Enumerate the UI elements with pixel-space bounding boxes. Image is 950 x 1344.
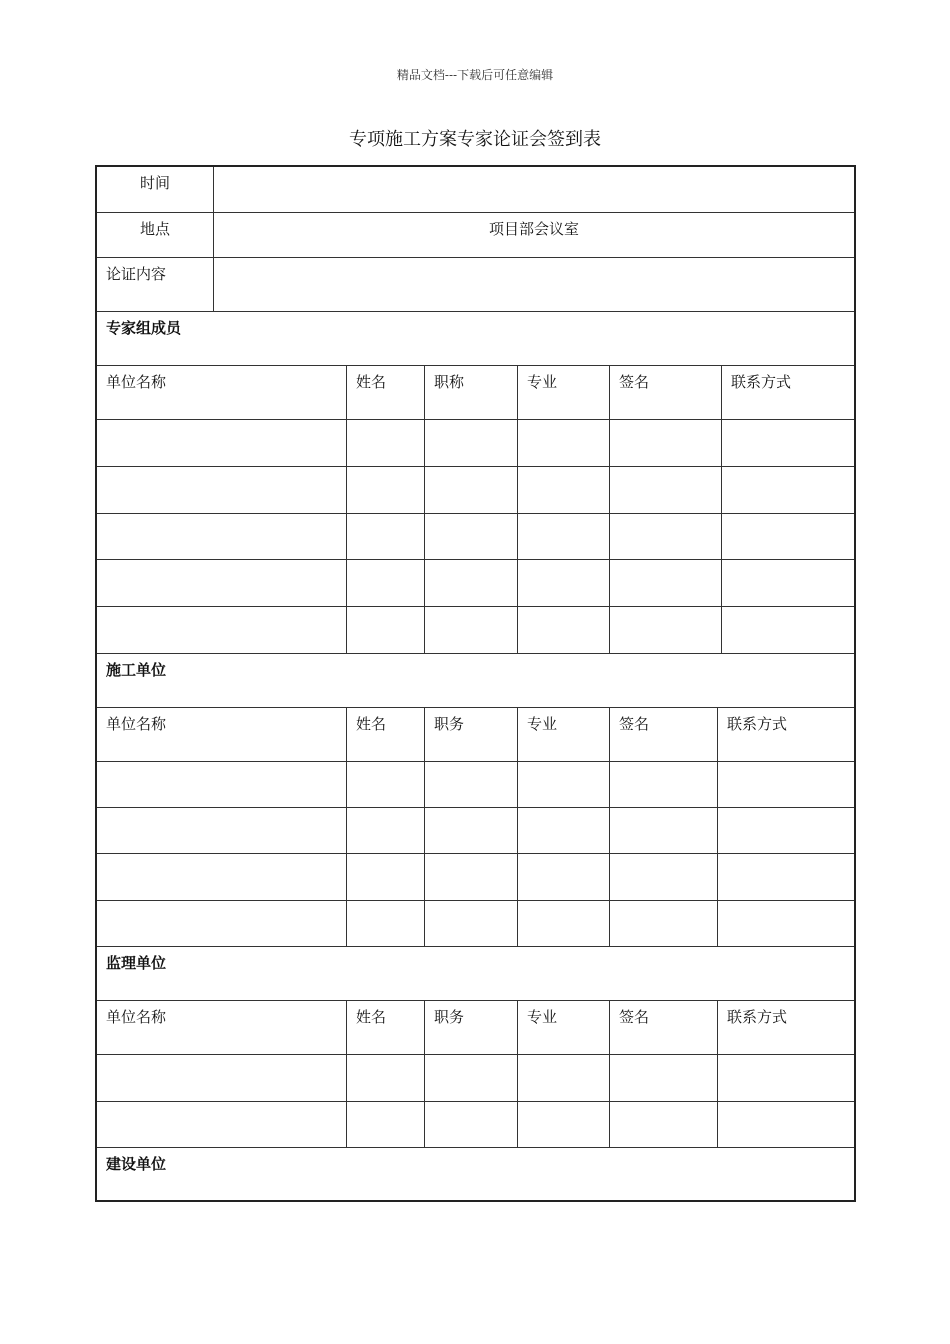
section-title: 施工单位: [106, 661, 167, 679]
column-header-cell: 单位名称: [106, 715, 167, 733]
signature-cell[interactable]: [346, 467, 424, 513]
section-title-row: [97, 1147, 854, 1201]
signature-cell[interactable]: [517, 514, 609, 559]
signature-cell[interactable]: [97, 560, 346, 606]
signature-cell[interactable]: [517, 420, 609, 466]
signature-cell[interactable]: [517, 854, 609, 900]
signature-cell[interactable]: [424, 514, 517, 559]
signature-cell[interactable]: [97, 1055, 346, 1101]
section-title-row: [97, 311, 854, 365]
signature-cell[interactable]: [424, 854, 517, 900]
signature-row: [97, 761, 854, 807]
column-header-cell: 单位名称: [106, 373, 167, 391]
time-label: 时间: [139, 174, 170, 192]
header-note: 精品文档---下载后可任意编辑: [396, 68, 554, 82]
column-header-row: [97, 365, 854, 419]
signature-cell[interactable]: [717, 1102, 854, 1147]
signature-cell[interactable]: [346, 560, 424, 606]
signature-cell[interactable]: [346, 420, 424, 466]
signature-cell[interactable]: [517, 901, 609, 946]
signature-cell[interactable]: [609, 514, 721, 559]
place-label: 地点: [139, 220, 170, 238]
signature-cell[interactable]: [517, 1055, 609, 1101]
signature-cell[interactable]: [346, 901, 424, 946]
signature-cell[interactable]: [717, 762, 854, 807]
signature-cell[interactable]: [609, 854, 717, 900]
column-header-cell: 单位名称: [106, 1008, 167, 1026]
signature-cell[interactable]: [346, 762, 424, 807]
signature-row: [97, 559, 854, 606]
document-title: 专项施工方案专家论证会签到表: [349, 129, 601, 150]
signature-cell[interactable]: [424, 762, 517, 807]
signature-cell[interactable]: [609, 467, 721, 513]
time-value[interactable]: [213, 167, 854, 212]
signature-cell[interactable]: [97, 467, 346, 513]
column-header-cell: 专业: [517, 708, 609, 761]
signature-cell[interactable]: [97, 1102, 346, 1147]
place-value[interactable]: 项目部会议室: [213, 213, 854, 257]
signature-cell[interactable]: [424, 420, 517, 466]
section-title: 建设单位: [106, 1155, 167, 1173]
signature-cell[interactable]: [97, 420, 346, 466]
signature-cell[interactable]: [609, 607, 721, 653]
signature-cell[interactable]: [346, 1055, 424, 1101]
section-title-row: [97, 653, 854, 707]
column-header-cell: 职称: [424, 366, 517, 419]
signature-cell[interactable]: [609, 762, 717, 807]
signature-cell[interactable]: [717, 808, 854, 853]
signature-row: [97, 853, 854, 900]
section-title-row: [97, 946, 854, 1000]
signature-cell[interactable]: [97, 514, 346, 559]
signature-cell[interactable]: [721, 607, 854, 653]
column-header-cell: 签名: [609, 1001, 717, 1054]
signature-cell[interactable]: [424, 607, 517, 653]
column-header-cell: 联系方式: [721, 366, 854, 419]
column-header-cell: 姓名: [346, 708, 424, 761]
signature-row: [97, 606, 854, 653]
signature-cell[interactable]: [517, 762, 609, 807]
content-row: [97, 257, 854, 311]
signature-cell[interactable]: [424, 901, 517, 946]
signature-cell[interactable]: [97, 762, 346, 807]
content-value[interactable]: [213, 258, 854, 311]
signature-cell[interactable]: [424, 560, 517, 606]
signature-cell[interactable]: [609, 1102, 717, 1147]
signature-cell[interactable]: [517, 1102, 609, 1147]
column-header-cell: 签名: [609, 708, 717, 761]
signature-cell[interactable]: [517, 560, 609, 606]
column-header-cell: 职务: [424, 1001, 517, 1054]
signature-cell[interactable]: [97, 901, 346, 946]
signature-cell[interactable]: [721, 514, 854, 559]
section-title: 专家组成员: [106, 319, 182, 337]
column-header-cell: 姓名: [346, 366, 424, 419]
signature-cell[interactable]: [424, 467, 517, 513]
column-header-cell: 联系方式: [717, 1001, 854, 1054]
signature-row: [97, 1101, 854, 1147]
signature-cell[interactable]: [717, 901, 854, 946]
signature-cell[interactable]: [424, 1055, 517, 1101]
signature-cell[interactable]: [97, 607, 346, 653]
signature-cell[interactable]: [609, 1055, 717, 1101]
signature-cell[interactable]: [609, 560, 721, 606]
signature-cell[interactable]: [346, 607, 424, 653]
signature-cell[interactable]: [721, 467, 854, 513]
signature-cell[interactable]: [721, 420, 854, 466]
signature-cell[interactable]: [424, 808, 517, 853]
column-header-row: [97, 1000, 854, 1054]
column-header-row: [97, 707, 854, 761]
column-header-cell: 职务: [424, 708, 517, 761]
column-header-cell: 专业: [517, 366, 609, 419]
signature-row: [97, 513, 854, 559]
place-row: [97, 212, 854, 257]
signature-cell[interactable]: [717, 1055, 854, 1101]
signature-cell[interactable]: [721, 560, 854, 606]
signature-row: [97, 466, 854, 513]
signature-cell[interactable]: [346, 1102, 424, 1147]
signature-cell[interactable]: [97, 854, 346, 900]
signature-cell[interactable]: [517, 808, 609, 853]
column-header-cell: 专业: [517, 1001, 609, 1054]
content-label: 论证内容: [106, 265, 167, 283]
signature-cell[interactable]: [97, 808, 346, 853]
column-header-cell: 签名: [609, 366, 721, 419]
signature-cell[interactable]: [609, 808, 717, 853]
signature-cell[interactable]: [424, 1102, 517, 1147]
column-header-cell: 联系方式: [717, 708, 854, 761]
signature-cell[interactable]: [346, 854, 424, 900]
signature-cell[interactable]: [346, 808, 424, 853]
signature-row: [97, 1054, 854, 1101]
signature-cell[interactable]: [517, 467, 609, 513]
signature-cell[interactable]: [609, 901, 717, 946]
signature-row: [97, 419, 854, 466]
signature-cell[interactable]: [517, 607, 609, 653]
signature-cell[interactable]: [717, 854, 854, 900]
column-header-cell: 姓名: [346, 1001, 424, 1054]
signature-cell[interactable]: [346, 514, 424, 559]
time-row: [97, 167, 854, 212]
sign-in-table: [95, 165, 856, 1202]
section-title: 监理单位: [106, 954, 167, 972]
signature-row: [97, 807, 854, 853]
signature-row: [97, 900, 854, 946]
signature-cell[interactable]: [609, 420, 721, 466]
